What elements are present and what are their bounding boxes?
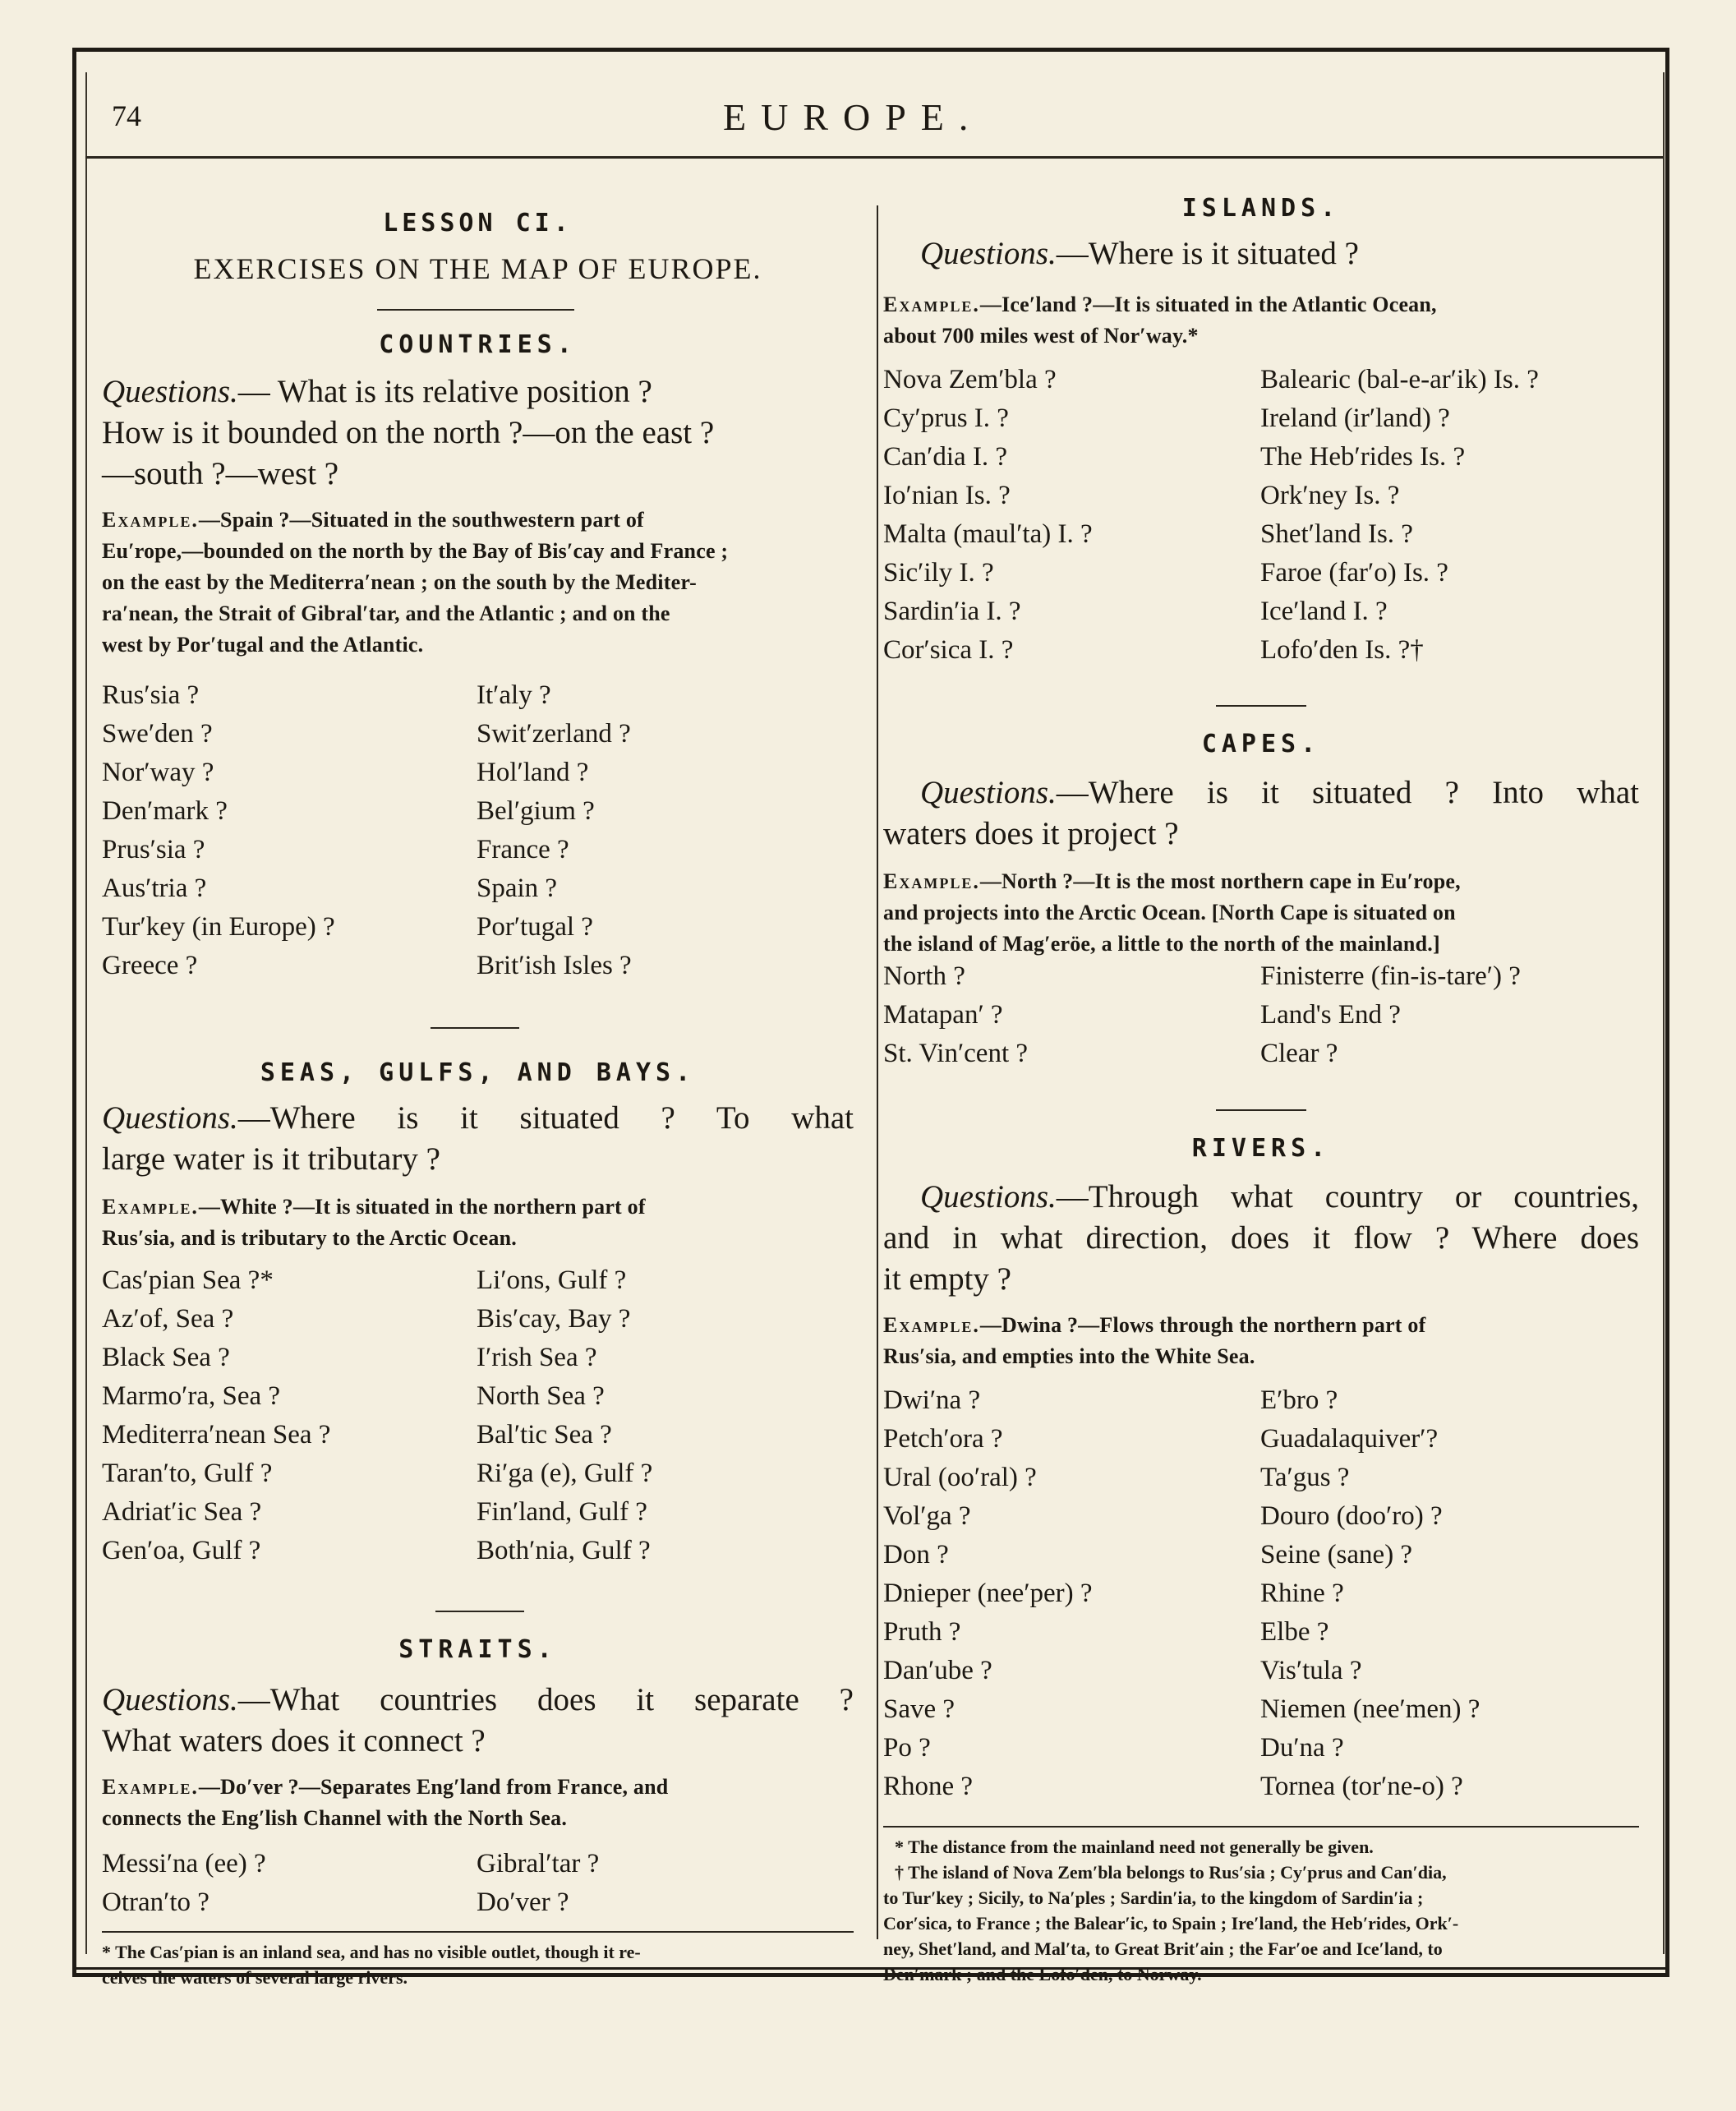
question-text: it empty ? <box>883 1261 1011 1297</box>
footnote-line: * The distance from the mainland need not generally be given. <box>895 1837 1374 1857</box>
question-text: What waters does it connect ? <box>102 1723 486 1758</box>
list-item: Nor′way ? <box>102 758 214 787</box>
list-item: Vis′tula ? <box>1260 1656 1362 1685</box>
page-title: EXERCISES ON THE MAP OF EUROPE. <box>193 252 762 285</box>
question-text: and in what direction, does it flow ? Where does <box>883 1220 1639 1256</box>
running-title: EUROPE. <box>723 96 983 138</box>
seas-example <box>102 1191 646 1254</box>
header-rule <box>85 156 1663 159</box>
example-text: the island of Mag′eröe, a little to the north of the mainland.] <box>883 932 1440 956</box>
list-item: Land's End ? <box>1260 1000 1401 1030</box>
list-item: Den′mark ? <box>102 796 228 826</box>
list-item: Matapan′ ? <box>883 1000 1003 1030</box>
questions-label: Questions. <box>102 374 238 409</box>
straits-heading: STRAITS. <box>398 1635 557 1664</box>
list-item: France ? <box>477 835 569 864</box>
islands-heading: ISLANDS. <box>1181 194 1341 223</box>
seas-questions <box>102 1098 854 1180</box>
question-text: —south ?—west ? <box>102 456 339 491</box>
example-text: —White ?—It is situated in the northern part of <box>198 1195 646 1219</box>
footnote-line: † The island of Nova Zem′bla belongs to Rus′sia ; Cy′prus and Can′dia, <box>895 1862 1447 1883</box>
questions-label: Questions. <box>102 1100 238 1136</box>
list-item: Du′na ? <box>1260 1733 1344 1763</box>
list-item: Dwi′na ? <box>883 1385 981 1415</box>
list-item: Fin′land, Gulf ? <box>477 1497 647 1527</box>
questions-label: Questions. <box>920 775 1057 810</box>
list-item: Ice′land I. ? <box>1260 597 1388 626</box>
example-label: Example. <box>883 293 980 316</box>
rivers-heading: RIVERS. <box>1191 1134 1331 1163</box>
list-item: Ri′ga (e), Gulf ? <box>477 1459 653 1488</box>
list-item: Adriat′ic Sea ? <box>102 1497 262 1527</box>
question-text: —Where is it situated ? Into what <box>1056 775 1639 810</box>
list-item: E′bro ? <box>1260 1385 1338 1415</box>
example-text: ra′nean, the Strait of Gibral′tar, and the Atlantic ; and on the <box>102 601 670 625</box>
footnote-line: * The Cas′pian is an inland sea, and has no visible outlet, though it re- <box>102 1942 641 1962</box>
list-item: Seine (sane) ? <box>1260 1540 1413 1569</box>
footnote-rule <box>883 1826 1639 1828</box>
list-item: Swit′zerland ? <box>477 719 631 749</box>
rivers-example <box>883 1310 1425 1372</box>
list-item: Clear ? <box>1260 1039 1338 1068</box>
list-item: It′aly ? <box>477 680 551 710</box>
list-item: The Heb′rides Is. ? <box>1260 442 1466 472</box>
list-item: Spain ? <box>477 873 558 903</box>
list-item: Ork′ney Is. ? <box>1260 481 1400 510</box>
list-item: Sardin′ia I. ? <box>883 597 1021 626</box>
list-item: Ta′gus ? <box>1260 1463 1350 1492</box>
list-item: Gibral′tar ? <box>477 1849 600 1878</box>
example-label: Example. <box>102 508 199 532</box>
column-divider <box>877 205 878 1939</box>
list-item: Faroe (far′o) Is. ? <box>1260 558 1448 588</box>
example-text: Eu′rope,—bounded on the north by the Bay of Bis′cay and France ; <box>102 539 729 563</box>
question-text: —Where is it situated ? <box>1056 236 1359 271</box>
seas-heading: SEAS, GULFS, AND BAYS. <box>260 1058 696 1087</box>
question-text: large water is it tributary ? <box>102 1141 440 1177</box>
list-item: Otran′to ? <box>102 1887 210 1917</box>
list-item: Dnieper (nee′per) ? <box>883 1579 1093 1608</box>
countries-example <box>102 505 728 661</box>
list-item: Messi′na (ee) ? <box>102 1849 266 1878</box>
list-item: Az′of, Sea ? <box>102 1304 234 1334</box>
list-item: Tornea (tor′ne-o) ? <box>1260 1772 1463 1801</box>
list-item: Save ? <box>883 1694 955 1724</box>
list-item: North ? <box>883 961 965 991</box>
list-item: Brit′ish Isles ? <box>477 951 632 980</box>
footnotes <box>883 1834 1458 1987</box>
list-item: I′rish Sea ? <box>477 1343 597 1372</box>
list-item: Mediterra′nean Sea ? <box>102 1420 331 1450</box>
list-item: Sic′ily I. ? <box>883 558 994 588</box>
list-item: Rhone ? <box>883 1772 974 1801</box>
example-text: on the east by the Mediterra′nean ; on the south by the Mediter- <box>102 570 697 594</box>
list-item: Shet′land Is. ? <box>1260 519 1413 549</box>
list-item: Petch′ora ? <box>883 1424 1003 1454</box>
example-text: Rus′sia, and empties into the White Sea. <box>883 1344 1255 1368</box>
question-text: —Where is it situated ? To what <box>237 1100 854 1136</box>
footnote-line: ceives the waters of several large rivers. <box>102 1967 408 1988</box>
list-item: Por′tugal ? <box>477 912 593 942</box>
footnote-line: to Tur′key ; Sicily, to Na′ples ; Sardin′ia, to the kingdom of Sardin′ia ; <box>883 1887 1424 1908</box>
list-item: Swe′den ? <box>102 719 213 749</box>
example-label: Example. <box>102 1775 199 1799</box>
list-item: Douro (doo′ro) ? <box>1260 1501 1443 1531</box>
footnote-line: Cor′sica, to France ; the Balear′ic, to Spain ; Ire′land, the Heb′rides, Ork′- <box>883 1913 1459 1934</box>
list-item: Bel′gium ? <box>477 796 595 826</box>
list-item: Do′ver ? <box>477 1887 569 1917</box>
section-rule <box>377 309 574 311</box>
footnote <box>102 1939 641 1990</box>
list-item: Nova Zem′bla ? <box>883 365 1057 394</box>
list-item: Can′dia I. ? <box>883 442 1008 472</box>
list-item: Greece ? <box>102 951 198 980</box>
list-item: Prus′sia ? <box>102 835 205 864</box>
list-item: Bal′tic Sea ? <box>477 1420 612 1450</box>
list-item: Black Sea ? <box>102 1343 230 1372</box>
countries-questions <box>102 371 854 495</box>
example-label: Example. <box>883 869 980 893</box>
list-item: Pruth ? <box>883 1617 961 1647</box>
footnote-rule <box>102 1931 854 1933</box>
section-rule <box>435 1611 524 1612</box>
list-item: Lofo′den Is. ?† <box>1260 635 1424 665</box>
list-item: Gen′oa, Gulf ? <box>102 1536 261 1565</box>
capes-heading: CAPES. <box>1201 730 1321 758</box>
list-item: Don ? <box>883 1540 949 1569</box>
example-label: Example. <box>102 1195 199 1219</box>
questions-label: Questions. <box>920 1179 1057 1215</box>
example-text: west by Por′tugal and the Atlantic. <box>102 633 424 657</box>
questions-label: Questions. <box>920 236 1057 271</box>
list-item: Malta (maul′ta) I. ? <box>883 519 1093 549</box>
straits-questions <box>102 1680 854 1762</box>
list-item: Aus′tria ? <box>102 873 207 903</box>
list-item: Niemen (nee′men) ? <box>1260 1694 1480 1724</box>
example-text: —Spain ?—Situated in the southwestern part of <box>198 508 644 532</box>
footnote-line: Den′mark ; and the Lofo′den, to Norway. <box>883 1964 1202 1984</box>
list-item: Cas′pian Sea ?* <box>102 1265 274 1295</box>
question-text: —What countries does it separate ? <box>237 1682 854 1717</box>
list-item: Guadalaquiver′? <box>1260 1424 1439 1454</box>
example-text: —North ?—It is the most northern cape in Eu′rope, <box>979 869 1461 893</box>
list-item: Ireland (ir′land) ? <box>1260 403 1450 433</box>
list-item: Both′nia, Gulf ? <box>477 1536 651 1565</box>
lesson-number: LESSON CI. <box>383 209 573 237</box>
list-item: Tur′key (in Europe) ? <box>102 912 335 942</box>
question-text: — What is its relative position ? <box>237 374 652 409</box>
list-item: Elbe ? <box>1260 1617 1329 1647</box>
rivers-questions <box>883 1177 1639 1300</box>
example-text: and projects into the Arctic Ocean. [North Cape is situated on <box>883 901 1456 924</box>
section-rule <box>1216 705 1306 707</box>
list-item: Li′ons, Gulf ? <box>477 1265 627 1295</box>
capes-questions <box>883 772 1639 855</box>
example-text: connects the Eng′lish Channel with the North Sea. <box>102 1806 568 1830</box>
list-item: Taran′to, Gulf ? <box>102 1459 273 1488</box>
example-text: Rus′sia, and is tributary to the Arctic Ocean. <box>102 1226 517 1250</box>
list-item: Rus′sia ? <box>102 680 200 710</box>
islands-example <box>883 289 1437 352</box>
question-text: —Through what country or countries, <box>1056 1179 1639 1215</box>
example-text: —Do′ver ?—Separates Eng′land from France, and <box>198 1775 669 1799</box>
list-item: Cy′prus I. ? <box>883 403 1009 433</box>
list-item: Ural (oo′ral) ? <box>883 1463 1037 1492</box>
example-text: about 700 miles west of Nor′way.* <box>883 324 1199 348</box>
section-rule <box>431 1027 519 1029</box>
question-text: waters does it project ? <box>883 816 1179 851</box>
list-item: North Sea ? <box>477 1381 605 1411</box>
list-item: Finisterre (fin-is-tare′) ? <box>1260 961 1521 991</box>
questions-label: Questions. <box>102 1682 238 1717</box>
list-item: Hol′land ? <box>477 758 589 787</box>
example-label: Example. <box>883 1313 980 1337</box>
page-number: 74 <box>112 99 141 132</box>
countries-heading: COUNTRIES. <box>379 330 577 359</box>
example-text: —Ice′land ?—It is situated in the Atlantic Ocean, <box>979 293 1437 316</box>
section-rule <box>1216 1109 1306 1111</box>
straits-example <box>102 1772 668 1834</box>
list-item: Po ? <box>883 1733 931 1763</box>
question-text: How is it bounded on the north ?—on the east ? <box>102 415 715 450</box>
islands-questions <box>920 233 1359 274</box>
list-item: Marmo′ra, Sea ? <box>102 1381 281 1411</box>
footnote-line: ney, Shet′land, and Mal′ta, to Great Brit′ain ; the Far′oe and Ice′land, to <box>883 1938 1443 1959</box>
example-text: —Dwina ?—Flows through the northern part of <box>979 1313 1426 1337</box>
list-item: Bis′cay, Bay ? <box>477 1304 631 1334</box>
list-item: Dan′ube ? <box>883 1656 992 1685</box>
list-item: St. Vin′cent ? <box>883 1039 1029 1068</box>
list-item: Io′nian Is. ? <box>883 481 1011 510</box>
list-item: Cor′sica I. ? <box>883 635 1014 665</box>
list-item: Vol′ga ? <box>883 1501 971 1531</box>
capes-example <box>883 866 1461 960</box>
list-item: Rhine ? <box>1260 1579 1344 1608</box>
list-item: Balearic (bal-e-ar′ik) Is. ? <box>1260 365 1539 394</box>
